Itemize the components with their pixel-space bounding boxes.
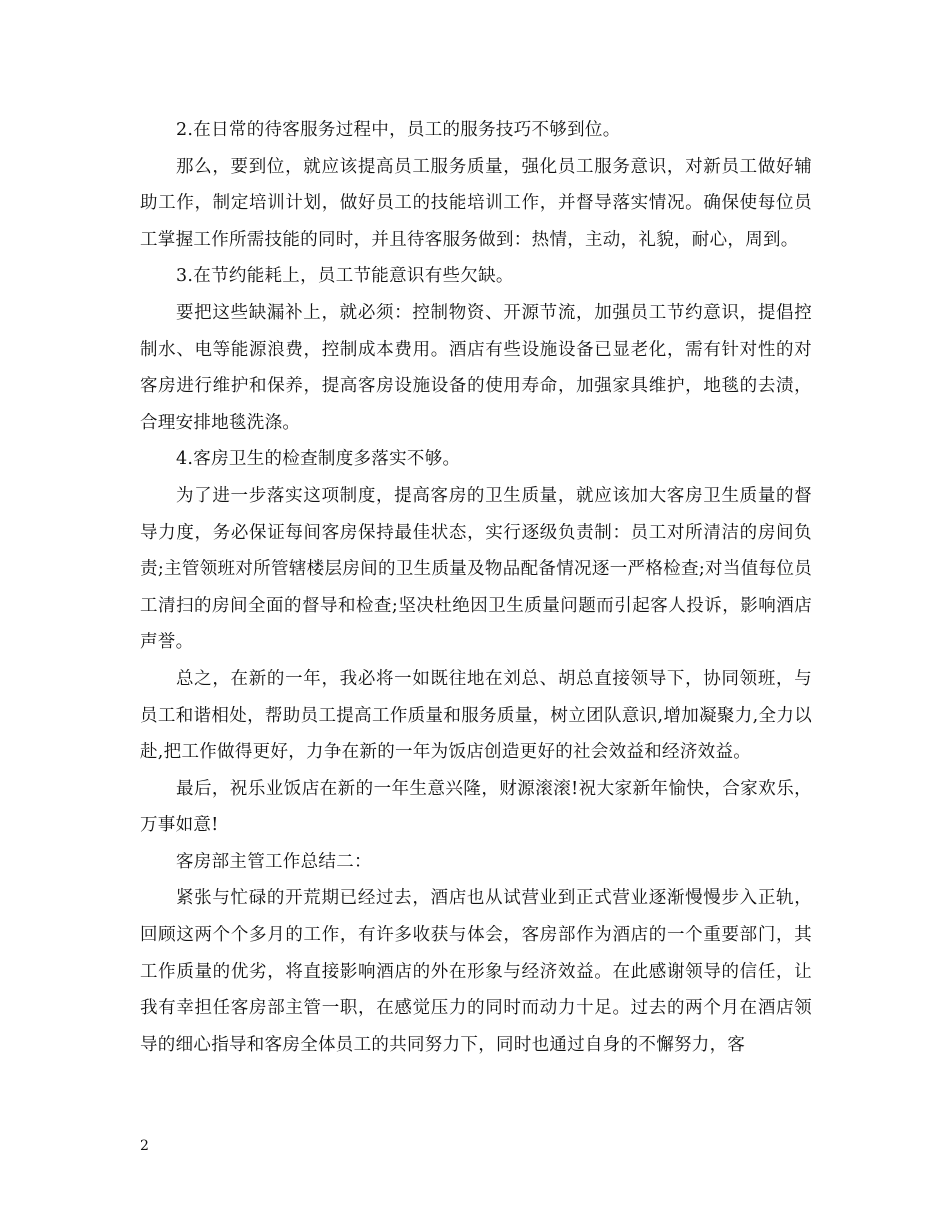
document-body (140, 112, 812, 1063)
paragraph-summary-two-intro: 紧张与忙碌的开荒期已经过去，酒店也从试营业到正式营业逐渐慢慢步入正轨，回顾这两个个多月的工作，有许多收获与体会，客房部作为酒店的一个重要部门，其工作质量的优劣，将直接影响酒店的外在形象与经济效益。在此感谢领导的信任，让我有幸担任客房部主管一职，在感觉压力的同时而动力十足。过去的两个月在酒店领导的细心指导和客房全体员工的共同努力下，同时也通过自身的不懈努力，客 (140, 888, 812, 1055)
paragraph-closing-wishes: 最后，祝乐业饭店在新的一年生意兴隆，财源滚滚!祝大家新年愉快，合家欢乐，万事如意! (140, 778, 812, 836)
paragraph-service-quality: 那么，要到位，就应该提高员工服务质量，强化员工服务意识，对新员工做好辅助工作，制定培训计划，做好员工的技能培训工作，并督导落实情况。确保使每位员工掌握工作所需技能的同时，并且待客服务做到：热情，主动，礼貌，耐心，周到。 (140, 156, 812, 250)
paragraph-energy-saving: 要把这些缺漏补上，就必须：控制物资、开源节流，加强员工节约意识，提倡控制水、电等能源浪费，控制成本费用。酒店有些设施设备已显老化，需有针对性的对客房进行维护和保养，提高客房设施设备的使用寿命，加强家具维护，地毯的去渍，合理安排地毯洗涤。 (140, 302, 812, 433)
list-item-4-heading: 4.客房卫生的检查制度多落实不够。 (176, 449, 461, 470)
section-heading-summary-two: 客房部主管工作总结二： (176, 851, 372, 872)
paragraph-hygiene-inspection: 为了进一步落实这项制度，提高客房的卫生质量，就应该加大客房卫生质量的督导力度，务必保证每间客房保持最佳状态，实行逐级负责制：员工对所清洁的房间负责;主管领班对所管辖楼层房间的卫生质量及物品配备情况逐一严格检查;对当值每位员工清扫的房间全面的督导和检查;坚决杜绝因卫生质量问题而引起客人投诉，影响酒店声誉。 (140, 485, 812, 653)
page-number: 2 (140, 1138, 149, 1154)
list-item-3-heading: 3.在节约能耗上，员工节能意识有些欠缺。 (176, 266, 514, 287)
paragraph-summary: 总之，在新的一年，我必将一如既往地在刘总、胡总直接领导下，协同领班，与员工和谐相处，帮助员工提高工作质量和服务质量，树立团队意识,增加凝聚力,全力以赴,把工作做得更好，力争在新的一年为饭店创造更好的社会效益和经济效益。 (140, 668, 812, 763)
list-item-2-heading: 2.在日常的待客服务过程中，员工的服务技巧不够到位。 (176, 120, 621, 140)
